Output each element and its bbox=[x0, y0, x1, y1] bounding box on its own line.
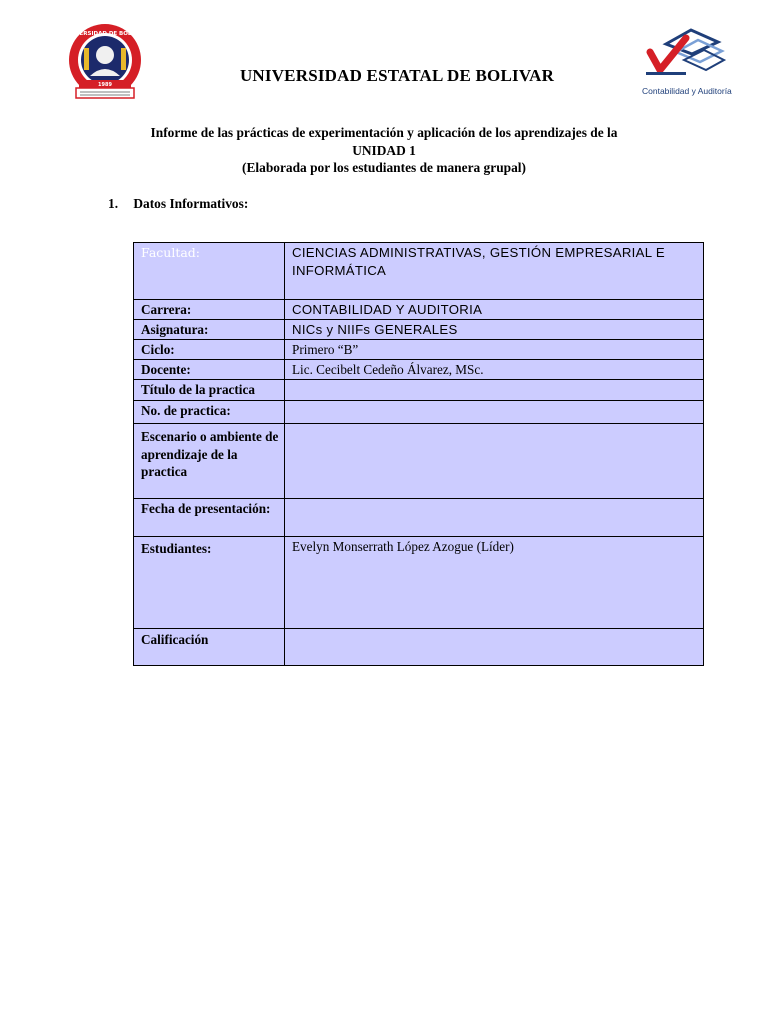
university-title: UNIVERSIDAD ESTATAL DE BOLIVAR bbox=[239, 66, 555, 85]
table-row bbox=[134, 340, 704, 360]
table-row bbox=[134, 380, 704, 401]
table-row bbox=[134, 537, 704, 629]
table-row bbox=[134, 360, 704, 380]
table-row bbox=[134, 424, 704, 499]
section-number: 1. bbox=[108, 196, 119, 211]
row-value: Lic. Cecibelt Cedeño Álvarez, MSc. bbox=[285, 360, 704, 380]
row-value bbox=[285, 499, 704, 537]
row-label: Ciclo: bbox=[134, 340, 285, 360]
row-value: NICs y NIIFs GENERALES bbox=[285, 320, 704, 340]
row-label: Carrera: bbox=[134, 300, 285, 320]
section-heading bbox=[108, 196, 248, 212]
row-label: Título de la practica bbox=[134, 380, 285, 401]
table-row bbox=[134, 300, 704, 320]
table-row bbox=[134, 499, 704, 537]
row-label: Calificación bbox=[134, 629, 285, 666]
row-label: Estudiantes: bbox=[134, 537, 285, 629]
seal-year: 1989 bbox=[98, 82, 112, 88]
row-value: Primero “B” bbox=[285, 340, 704, 360]
row-label: Asignatura: bbox=[134, 320, 285, 340]
section-title: Datos Informativos: bbox=[133, 196, 249, 211]
table-row bbox=[134, 401, 704, 424]
report-unit: UNIDAD 1 bbox=[352, 142, 416, 158]
row-value: Evelyn Monserrath López Azogue (Líder) bbox=[285, 537, 704, 629]
report-line-1: Informe de las prácticas de experimentación y aplicación de los aprendizajes de la bbox=[150, 125, 618, 140]
logo-caption: Contabilidad y Auditoría bbox=[642, 86, 732, 96]
table-row bbox=[134, 320, 704, 340]
report-subtitle: (Elaborada por los estudiantes de manera grupal) bbox=[242, 160, 526, 175]
row-value bbox=[285, 401, 704, 424]
table-row bbox=[134, 629, 704, 666]
seal-ring-text: UNIVERSIDAD DE BOLIVAR bbox=[64, 31, 146, 37]
row-value bbox=[285, 380, 704, 401]
row-value bbox=[285, 629, 704, 666]
report-heading bbox=[90, 124, 678, 177]
row-value: CONTABILIDAD Y AUDITORIA bbox=[285, 300, 704, 320]
table-row bbox=[134, 243, 704, 300]
row-label: Docente: bbox=[134, 360, 285, 380]
info-table bbox=[133, 242, 704, 666]
row-label: Fecha de presentación: bbox=[134, 499, 285, 537]
row-label: Facultad: bbox=[134, 243, 285, 300]
row-value: CIENCIAS ADMINISTRATIVAS, GESTIÓN EMPRESARIAL E INFORMÁTICA bbox=[285, 243, 704, 300]
row-label: Escenario o ambiente de aprendizaje de la practica bbox=[134, 424, 285, 499]
contabilidad-logo-icon bbox=[636, 24, 736, 100]
university-seal-icon bbox=[64, 22, 146, 106]
row-value bbox=[285, 424, 704, 499]
row-label: No. de practica: bbox=[134, 401, 285, 424]
